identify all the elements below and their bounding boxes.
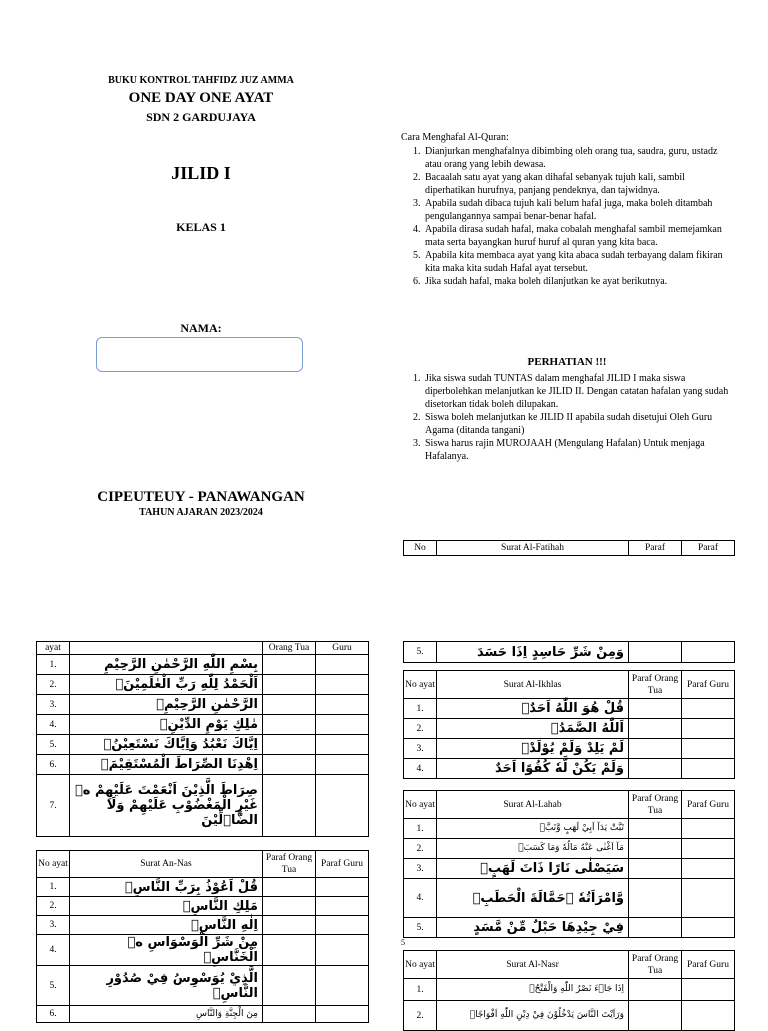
- table-row: [37, 1006, 369, 1023]
- col-paraf-guru: Paraf Guru: [682, 791, 735, 819]
- ayat-number: 4.: [37, 715, 70, 735]
- paraf-cell[interactable]: [263, 935, 316, 966]
- table-row: [404, 719, 735, 739]
- ayat-text: مَآ اَغْنٰى عَنْهُ مَالُهٗ وَمَا كَسَبَۗ: [437, 839, 629, 859]
- ayat-number: 2.: [404, 1001, 437, 1031]
- guide-step: 6. Jika sudah hafal, maka boleh dilanjutkan ke ayat berikutnya.: [423, 275, 733, 288]
- paraf-cell[interactable]: [263, 1006, 316, 1023]
- surat-title: Surat An-Nas: [70, 851, 263, 878]
- paraf-cell[interactable]: [629, 979, 682, 1001]
- ayat-number: 4.: [37, 935, 70, 966]
- ayat-number: 2.: [404, 839, 437, 859]
- col-no-ayat: No ayat: [404, 671, 437, 699]
- ayat-text: اِذَا جَاۤءَ نَصْرُ اللّٰهِ وَالْفَتْحُۙ: [437, 979, 629, 1001]
- paraf-cell[interactable]: [263, 755, 316, 775]
- ayat-number: 2.: [37, 675, 70, 695]
- paraf-cell[interactable]: [682, 739, 735, 759]
- ayat-text: وَمِنْ شَرِّ حَاسِدٍ اِذَا حَسَدَ: [437, 642, 629, 663]
- paraf-cell[interactable]: [629, 642, 682, 663]
- guide-steps: [401, 145, 733, 288]
- ayat-text: وَّامْرَاَتُهٗ ۗحَمَّالَةَ الْحَطَبِۚ: [437, 879, 629, 918]
- ayat-number: 2.: [37, 897, 70, 916]
- ayat-text: اَلْحَمْدُ لِلّٰهِ رَبِّ الْعٰلَمِيْنَۙ: [70, 675, 263, 695]
- ayat-number: 1.: [404, 819, 437, 839]
- paraf-cell[interactable]: [263, 715, 316, 735]
- header-no: No: [404, 541, 437, 556]
- paraf-cell[interactable]: [629, 839, 682, 859]
- ayat-number: 1.: [37, 878, 70, 897]
- fatihah-header-table: [403, 540, 735, 556]
- stray-mark: 5: [401, 938, 405, 947]
- ayat-text: لَمْ يَلِدْ وَلَمْ يُوْلَدْۙ: [437, 739, 629, 759]
- ayat-text: اِهْدِنَا الصِّرَاطَ الْمُسْتَقِيْمَۙ: [70, 755, 263, 775]
- guide-step: 3. Apabila sudah dibaca tujuh kali belum hafal juga, maka boleh ditambah pengulangannya sampai benar-benar hafal.: [423, 197, 733, 223]
- table-row: [37, 775, 369, 837]
- paraf-cell[interactable]: [316, 675, 369, 695]
- table-row: [37, 655, 369, 675]
- guide-step: 4. Apabila dirasa sudah hafal, maka cobalah menghafal sambil memejamkan mata serta bayangkan huruf huruf al quran yang kita baca.: [423, 223, 733, 249]
- table-row: [37, 935, 369, 966]
- table-row: [404, 859, 735, 879]
- paraf-cell[interactable]: [316, 755, 369, 775]
- ayat-text: الرَّحْمٰنِ الرَّحِيْمِۙ: [70, 695, 263, 715]
- table-row: [37, 755, 369, 775]
- ayat-text: اِلٰهِ النَّاسِۙ: [70, 916, 263, 935]
- paraf-cell[interactable]: [316, 916, 369, 935]
- paraf-cell[interactable]: [263, 675, 316, 695]
- attention-item: 3. Siswa harus rajin MUROJAAH (Mengulang Hafalan) Untuk menjaga Hafalanya.: [423, 437, 733, 463]
- guide-step: 1. Dianjurkan menghafalnya dibimbing oleh orang tua, saudra, guru, ustadz atau orang yang lebih dewasa.: [423, 145, 733, 171]
- attention-list: [401, 372, 733, 463]
- location-title: CIPEUTEUY - PANAWANGAN: [97, 489, 305, 505]
- ayat-number: 4.: [404, 759, 437, 779]
- ayat-number: 1.: [404, 699, 437, 719]
- ayat-number: 1.: [404, 979, 437, 1001]
- paraf-cell[interactable]: [316, 695, 369, 715]
- col-orang-tua: Orang Tua: [263, 642, 316, 655]
- paraf-cell[interactable]: [316, 878, 369, 897]
- academic-year: TAHUN AJARAN 2023/2024: [139, 507, 263, 518]
- ayat-number: 5.: [37, 735, 70, 755]
- paraf-cell[interactable]: [263, 735, 316, 755]
- paraf-cell[interactable]: [682, 759, 735, 779]
- paraf-cell[interactable]: [682, 918, 735, 938]
- paraf-cell[interactable]: [629, 1001, 682, 1031]
- paraf-cell[interactable]: [682, 979, 735, 1001]
- table-row: [37, 735, 369, 755]
- guide-step: 5. Apabila kita membaca ayat yang kita abaca sudah terbayang dalam fikiran kita maka kita sudah Hafal ayat tersebut.: [423, 249, 733, 275]
- ikhlas-table: [403, 670, 735, 779]
- attention-item: 1. Jika siswa sudah TUNTAS dalam menghafal JILID I maka siswa diperbolehkan melanjutkan ke JILID II. Dengan catatan hafalan yang sudah disetorkan tidak boleh dilupakan.: [423, 372, 733, 411]
- class-label: KELAS 1: [176, 220, 226, 234]
- table-row: [404, 839, 735, 859]
- paraf-cell[interactable]: [629, 879, 682, 918]
- falaq-tail-table: [403, 641, 735, 663]
- paraf-cell[interactable]: [682, 1001, 735, 1031]
- paraf-cell[interactable]: [629, 819, 682, 839]
- header-paraf: Paraf: [682, 541, 735, 556]
- lahab-table: [403, 790, 735, 938]
- ayat-text: مِنْ شَرِّ الْوَسْوَاسِ ەۙ الْخَنَّاسِۖ: [70, 935, 263, 966]
- paraf-cell[interactable]: [629, 918, 682, 938]
- col-no-ayat: No ayat: [404, 791, 437, 819]
- header-paraf: Paraf: [629, 541, 682, 556]
- paraf-cell[interactable]: [316, 935, 369, 966]
- paraf-cell[interactable]: [263, 916, 316, 935]
- table-row: [37, 675, 369, 695]
- ayat-number: 3.: [37, 916, 70, 935]
- table-row: [37, 966, 369, 1006]
- col-paraf-orang-tua: Paraf Orang Tua: [263, 851, 316, 878]
- table-row: [404, 879, 735, 918]
- ayat-text: مِنَ الْجِنَّةِ وَالنَّاسِ: [70, 1006, 263, 1023]
- ayat-number: 5.: [404, 642, 437, 663]
- guide-step: 2. Bacaalah satu ayat yang akan dihafal sebanyak tujuh kali, sambil diperhatikan hurufnya, panjang pendeknya, dan tajwidnya.: [423, 171, 733, 197]
- ayat-text: صِرَاطَ الَّذِيْنَ اَنْعَمْتَ عَلَيْهِمْ ەۙ غَيْرِ الْمَغْضُوْبِ عَلَيْهِمْ وَلَا الضَّاۤلِّيْنَ: [70, 775, 263, 837]
- ayat-text: الَّذِيْ يُوَسْوِسُ فِيْ صُدُوْرِ النَّاسِۙ: [70, 966, 263, 1006]
- ayat-text: سَيَصْلٰى نَارًا ذَاتَ لَهَبٍۙ: [437, 859, 629, 879]
- table-row: [404, 739, 735, 759]
- paraf-cell[interactable]: [629, 719, 682, 739]
- paraf-cell[interactable]: [682, 819, 735, 839]
- nasr-table: [403, 950, 735, 1031]
- paraf-cell[interactable]: [263, 897, 316, 916]
- ayat-number: 2.: [404, 719, 437, 739]
- surat-title: Surat Al-Ikhlas: [437, 671, 629, 699]
- paraf-cell[interactable]: [316, 1006, 369, 1023]
- paraf-cell[interactable]: [629, 859, 682, 879]
- paraf-cell[interactable]: [316, 966, 369, 1006]
- paraf-cell[interactable]: [682, 719, 735, 739]
- ayat-text: مَلِكِ النَّاسِۙ: [70, 897, 263, 916]
- name-field[interactable]: [96, 337, 303, 372]
- paraf-cell[interactable]: [629, 759, 682, 779]
- col-paraf-orang-tua: Paraf Orang Tua: [629, 951, 682, 979]
- col-guru: Guru: [316, 642, 369, 655]
- paraf-cell[interactable]: [682, 699, 735, 719]
- ayat-number: 5.: [37, 966, 70, 1006]
- table-row: [37, 878, 369, 897]
- paraf-cell[interactable]: [316, 655, 369, 675]
- ayat-number: 6.: [37, 1006, 70, 1023]
- table-row: [404, 642, 735, 663]
- paraf-cell[interactable]: [682, 859, 735, 879]
- ayat-text: قُلْ هُوَ اللّٰهُ اَحَدٌۚ: [437, 699, 629, 719]
- ayat-text: مٰلِكِ يَوْمِ الدِّيْنِۗ: [70, 715, 263, 735]
- col-paraf-guru: Paraf Guru: [316, 851, 369, 878]
- ayat-text: وَلَمْ يَكُنْ لَّهٗ كُفُوًا اَحَدٌ: [437, 759, 629, 779]
- ayat-text: تَبَّتْ يَدَآ اَبِيْ لَهَبٍ وَّتَبَّۗ: [437, 819, 629, 839]
- annas-table: [36, 850, 369, 1023]
- guide-title: Cara Menghafal Al-Quran:: [401, 132, 509, 143]
- ayat-text: وَرَاَيْتَ النَّاسَ يَدْخُلُوْنَ فِيْ دِيْنِ اللّٰهِ اَفْوَاجًاۙ: [437, 1001, 629, 1031]
- attention-title: PERHATIAN !!!: [527, 356, 607, 368]
- paraf-cell[interactable]: [316, 715, 369, 735]
- paraf-cell[interactable]: [263, 695, 316, 715]
- paraf-cell[interactable]: [316, 775, 369, 837]
- surat-title: Surat Al-Nasr: [437, 951, 629, 979]
- table-row: [37, 916, 369, 935]
- program-title: ONE DAY ONE AYAT: [128, 90, 274, 106]
- paraf-cell[interactable]: [263, 966, 316, 1006]
- paraf-cell[interactable]: [263, 878, 316, 897]
- school-name: SDN 2 GARDUJAYA: [146, 110, 256, 124]
- header-surat: Surat Al-Fatihah: [437, 541, 629, 556]
- ayat-number: 3.: [37, 695, 70, 715]
- ayat-text: فِيْ جِيْدِهَا حَبْلٌ مِّنْ مَّسَدٍ: [437, 918, 629, 938]
- table-row: [404, 918, 735, 938]
- jilid-title: JILID I: [171, 163, 231, 183]
- paraf-cell[interactable]: [316, 897, 369, 916]
- table-row: [37, 897, 369, 916]
- ayat-number: 5.: [404, 918, 437, 938]
- paraf-cell[interactable]: [682, 839, 735, 859]
- table-row: [404, 759, 735, 779]
- paraf-cell[interactable]: [263, 655, 316, 675]
- paraf-cell[interactable]: [629, 699, 682, 719]
- ayat-text: اِيَّاكَ نَعْبُدُ وَاِيَّاكَ نَسْتَعِيْنُۗ: [70, 735, 263, 755]
- ayat-text: اَللّٰهُ الصَّمَدُۚ: [437, 719, 629, 739]
- table-row: [404, 699, 735, 719]
- fatihah-table: [36, 641, 369, 837]
- paraf-cell[interactable]: [629, 739, 682, 759]
- table-row: [404, 819, 735, 839]
- table-row: [37, 715, 369, 735]
- ayat-text: قُلْ اَعُوْذُ بِرَبِّ النَّاسِۙ: [70, 878, 263, 897]
- ayat-number: 3.: [404, 739, 437, 759]
- col-no-ayat: No ayat: [404, 951, 437, 979]
- ayat-number: 6.: [37, 755, 70, 775]
- attention-item: 2. Siswa boleh melanjutkan ke JILID II apabila sudah disetujui Oleh Guru Agama (ditanda tangani): [423, 411, 733, 437]
- col-paraf-guru: Paraf Guru: [682, 951, 735, 979]
- ayat-number: 3.: [404, 859, 437, 879]
- col-ayat: ayat: [37, 642, 70, 655]
- paraf-cell[interactable]: [316, 735, 369, 755]
- paraf-cell[interactable]: [682, 879, 735, 918]
- book-title: BUKU KONTROL TAHFIDZ JUZ AMMA: [108, 75, 294, 86]
- col-paraf-orang-tua: Paraf Orang Tua: [629, 791, 682, 819]
- ayat-number: 4.: [404, 879, 437, 918]
- col-no-ayat: No ayat: [37, 851, 70, 878]
- table-row: [404, 979, 735, 1001]
- name-label: NAMA:: [180, 321, 222, 335]
- ayat-number: 1.: [37, 655, 70, 675]
- paraf-cell[interactable]: [682, 642, 735, 663]
- surat-title: Surat Al-Lahab: [437, 791, 629, 819]
- table-row: [404, 1001, 735, 1031]
- ayat-number: 7.: [37, 775, 70, 837]
- col-paraf-guru: Paraf Guru: [682, 671, 735, 699]
- table-row: [37, 695, 369, 715]
- col-paraf-orang-tua: Paraf Orang Tua: [629, 671, 682, 699]
- ayat-text: بِسْمِ اللّٰهِ الرَّحْمٰنِ الرَّحِيْمِ: [70, 655, 263, 675]
- paraf-cell[interactable]: [263, 775, 316, 837]
